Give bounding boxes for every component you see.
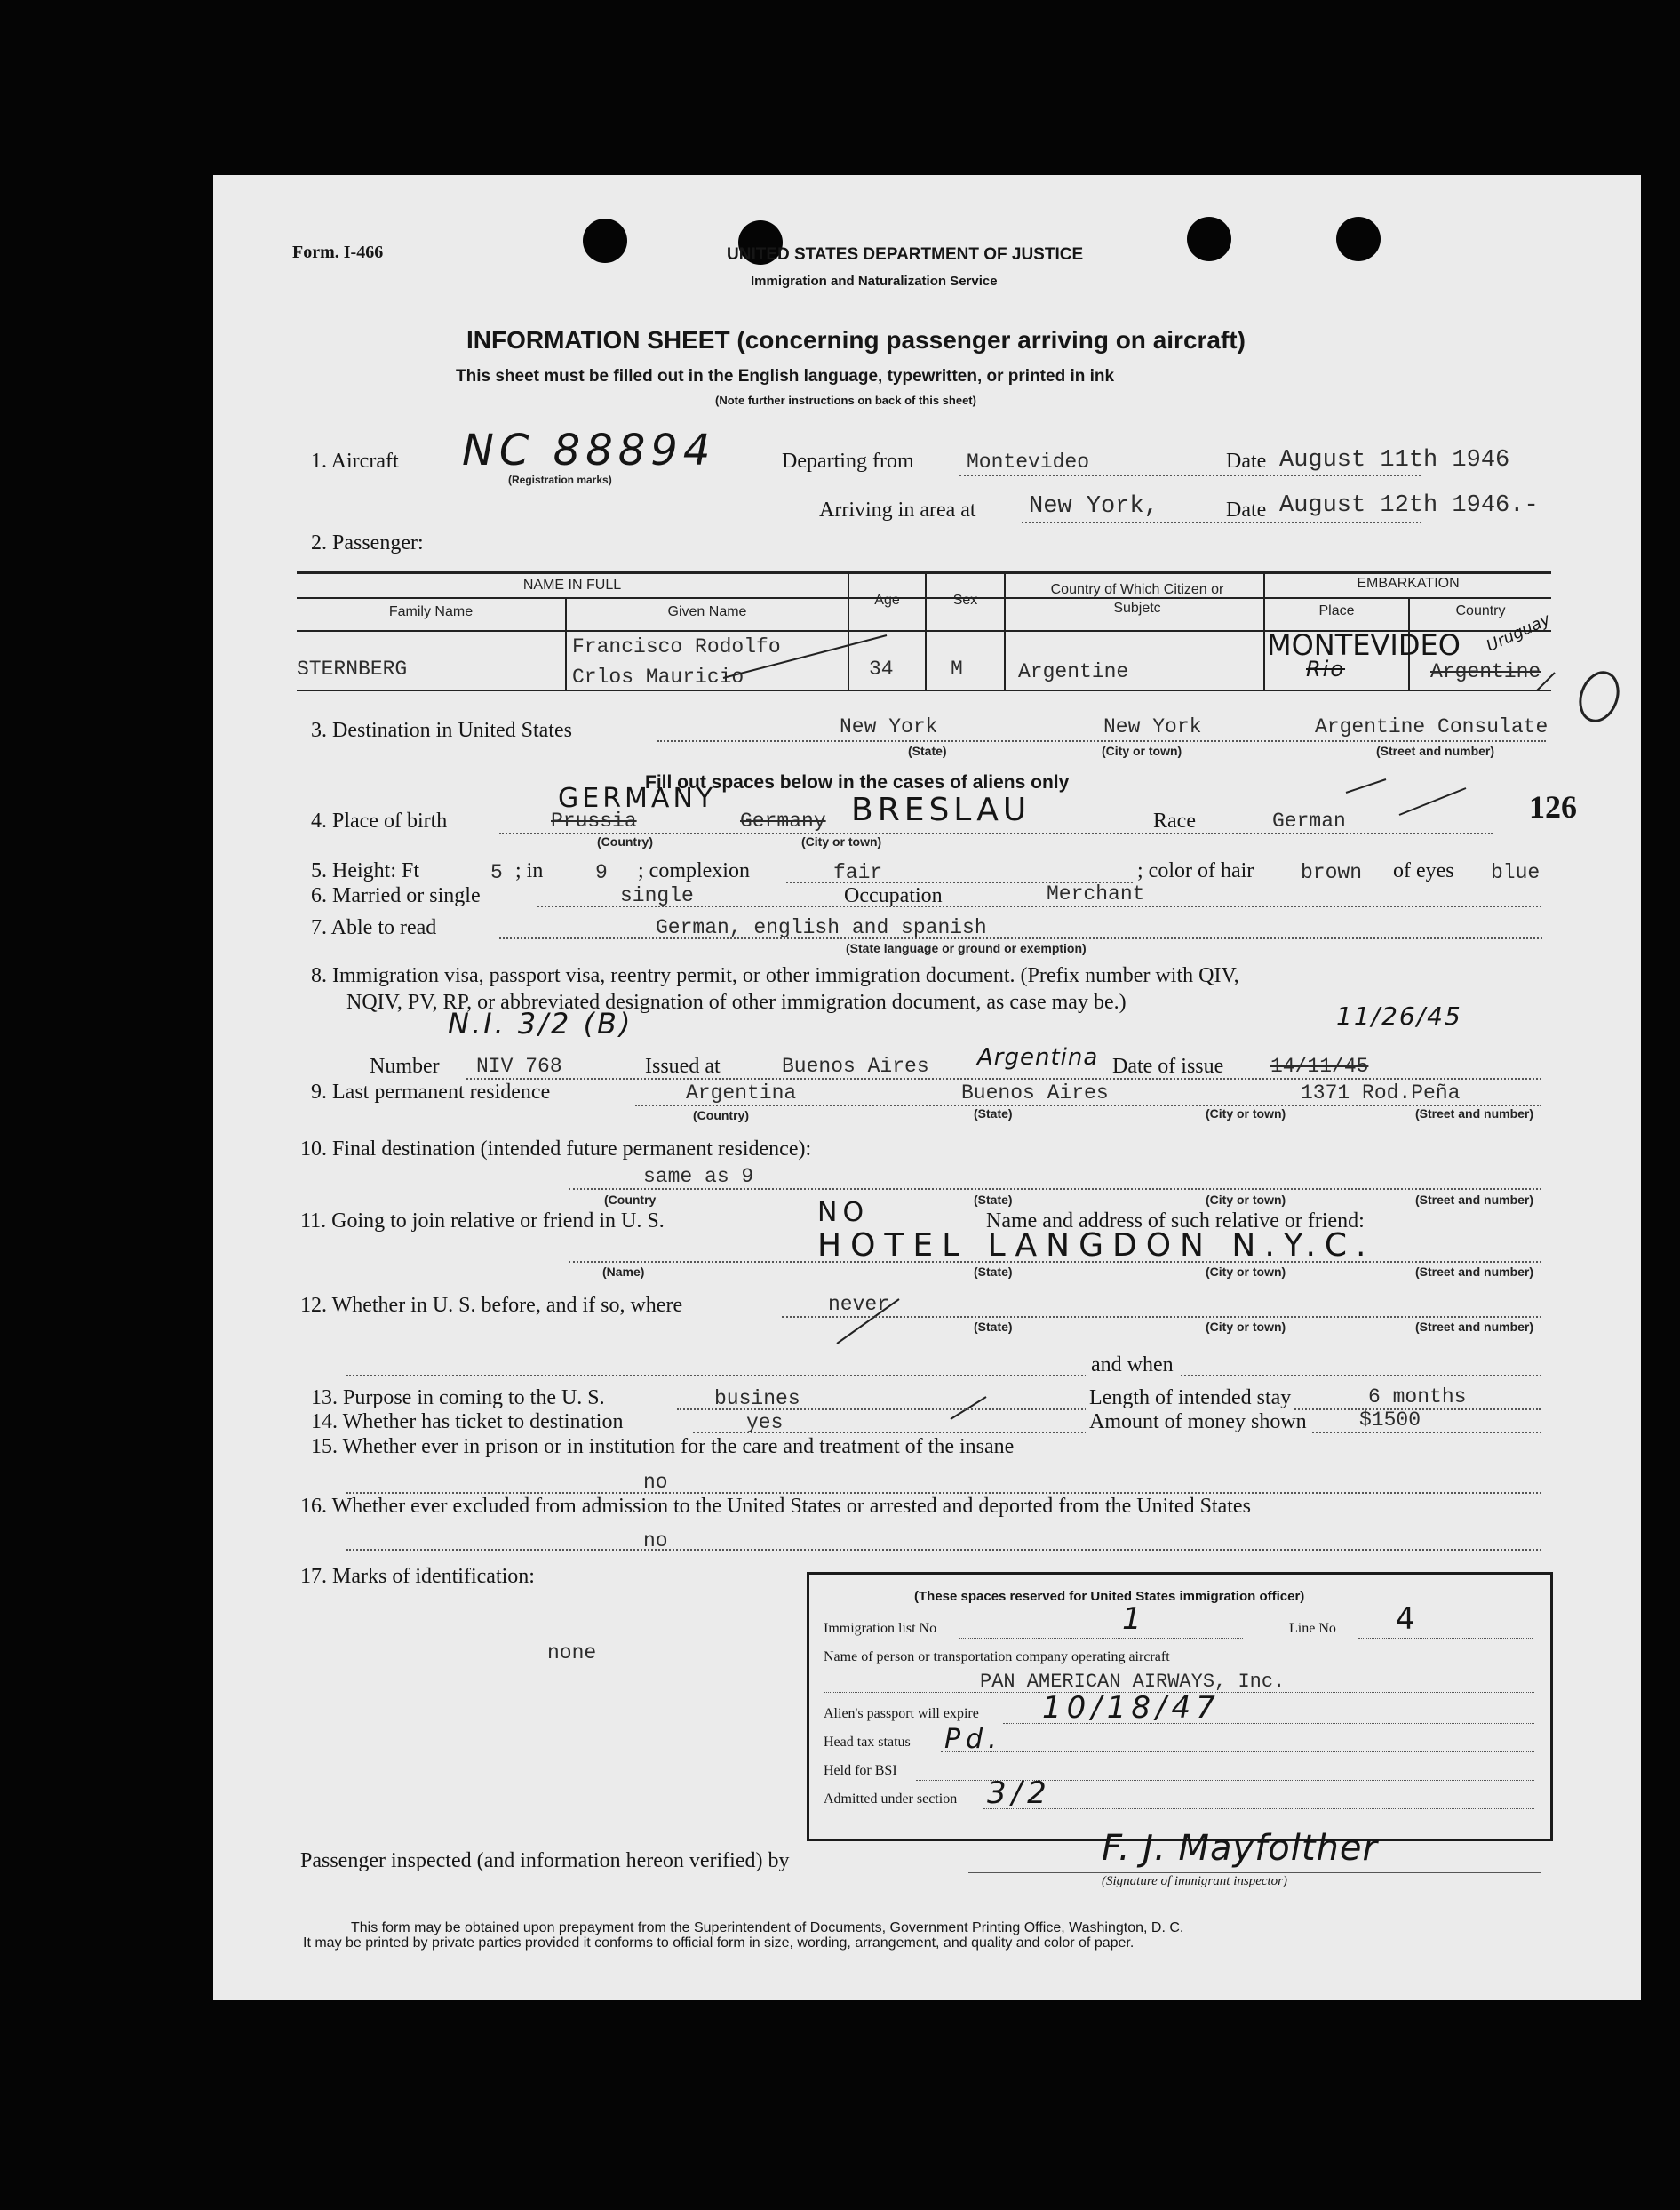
before-city-caption: (City or town) bbox=[1206, 1320, 1286, 1334]
issued-label: Issued at bbox=[645, 1055, 721, 1078]
arriving-date-label: Date bbox=[1226, 499, 1267, 522]
destination-city: New York bbox=[1103, 715, 1202, 738]
race-value: German bbox=[1272, 810, 1346, 833]
embarkation-country-hw: Uruguay bbox=[1484, 610, 1554, 657]
destination-state-caption: (State) bbox=[908, 744, 947, 758]
place-header: Place bbox=[1318, 603, 1355, 618]
occupation-value: Merchant bbox=[1047, 882, 1145, 906]
before-state-caption: (State) bbox=[974, 1320, 1013, 1334]
complexion-value: fair bbox=[833, 861, 883, 884]
family-name-value: STERNBERG bbox=[297, 658, 408, 681]
race-label: Race bbox=[1153, 810, 1196, 833]
married-value: single bbox=[620, 884, 694, 907]
admitted-value: 3/2 bbox=[987, 1775, 1052, 1811]
form-number: Form. I-466 bbox=[292, 243, 384, 262]
age-header: Age bbox=[874, 593, 900, 608]
destination-label: 3. Destination in United States bbox=[311, 719, 572, 742]
before-value: never bbox=[828, 1293, 890, 1316]
admitted-label: Admitted under section bbox=[824, 1791, 958, 1807]
embarkation-place-struck: Rio bbox=[1306, 657, 1346, 682]
before-line bbox=[782, 1316, 1541, 1318]
eyes-label: of eyes bbox=[1393, 859, 1454, 882]
arriving-label: Arriving in area at bbox=[819, 499, 976, 522]
destination-street-caption: (Street and number) bbox=[1376, 744, 1495, 758]
line-label: Line No bbox=[1289, 1621, 1336, 1636]
passport-label: Alien's passport will expire bbox=[824, 1706, 979, 1721]
departing-value: Montevideo bbox=[967, 451, 1090, 474]
stamp-number: 126 bbox=[1529, 789, 1577, 825]
ticket-value: yes bbox=[746, 1411, 784, 1434]
join-street-caption: (Street and number) bbox=[1415, 1265, 1534, 1279]
footer-line-2: It may be printed by private parties provided it conforms to official form in size, wording, arrangement, and quality and color of paper. bbox=[303, 1935, 1135, 1951]
admitted-line bbox=[983, 1808, 1534, 1809]
service-name: Immigration and Naturalization Service bbox=[751, 274, 998, 289]
residence-city-caption: (City or town) bbox=[1206, 1106, 1286, 1121]
head-tax-value: Pd. bbox=[944, 1724, 1002, 1755]
given-name-header: Given Name bbox=[667, 604, 747, 619]
line-line bbox=[1358, 1638, 1533, 1639]
complexion-label: ; complexion bbox=[638, 859, 750, 882]
visa-number-label: Number bbox=[370, 1055, 440, 1078]
passenger-label: 2. Passenger: bbox=[311, 531, 424, 554]
hair-label: ; color of hair bbox=[1137, 859, 1254, 882]
join-city-caption: (City or town) bbox=[1206, 1265, 1286, 1279]
visa-label-line-2: NQIV, PV, RP, or abbreviated designation of other immigration document, as case may be.) bbox=[346, 991, 1127, 1014]
department-name: UNITED STATES DEPARTMENT OF JUSTICE bbox=[727, 245, 1084, 264]
given-name-line-1: Francisco Rodolfo bbox=[572, 635, 781, 658]
residence-street-caption: (Street and number) bbox=[1415, 1106, 1534, 1121]
ticket-label: 14. Whether has ticket to destination bbox=[311, 1410, 624, 1433]
given-name-line-2: Crlos Mauricio bbox=[572, 666, 744, 689]
embarkation-country-struck: Argentine bbox=[1430, 660, 1541, 683]
join-name-caption: (Name) bbox=[602, 1265, 645, 1279]
sex-header: Sex bbox=[952, 593, 978, 608]
excluded-line bbox=[346, 1549, 1541, 1551]
residence-state-caption: (State) bbox=[974, 1106, 1013, 1121]
issue-date-label: Date of issue bbox=[1112, 1055, 1224, 1078]
final-country-caption: (Country bbox=[604, 1193, 657, 1207]
join-state-caption: (State) bbox=[974, 1265, 1013, 1279]
marks-value: none bbox=[547, 1641, 597, 1664]
marks-label: 17. Marks of identification: bbox=[300, 1565, 535, 1588]
citizen-country-header: Country of Which Citizen or Subjetc bbox=[1050, 582, 1224, 616]
married-label: 6. Married or single bbox=[311, 884, 481, 907]
destination-line bbox=[657, 740, 1546, 742]
aircraft-label: 1. Aircraft bbox=[311, 450, 399, 473]
aliens-heading: Fill out spaces below in the cases of aliens only bbox=[645, 772, 1070, 793]
birth-city-struck: Germany bbox=[740, 810, 826, 833]
prison-line bbox=[346, 1492, 1541, 1494]
sex-value: M bbox=[951, 658, 963, 681]
before-street-caption: (Street and number) bbox=[1415, 1320, 1534, 1334]
birth-city-hw: BRESLAU bbox=[851, 792, 1031, 828]
residence-street: 1371 Rod.Peña bbox=[1301, 1081, 1461, 1105]
inspection-caption: (Signature of immigrant inspector) bbox=[1102, 1874, 1288, 1888]
bsi-label: Held for BSI bbox=[824, 1763, 897, 1778]
visa-line bbox=[466, 1078, 1541, 1080]
final-destination-value: same as 9 bbox=[643, 1165, 754, 1188]
race-line bbox=[1208, 833, 1493, 834]
excluded-label: 16. Whether ever excluded from admission to the United States or arrested and deported from the United States bbox=[300, 1495, 1251, 1518]
name-in-full-header: NAME IN FULL bbox=[522, 578, 622, 593]
hair-value: brown bbox=[1301, 861, 1363, 884]
list-label: Immigration list No bbox=[824, 1621, 937, 1636]
purpose-label: 13. Purpose in coming to the U. S. bbox=[311, 1386, 605, 1409]
residence-label: 9. Last permanent residence bbox=[311, 1081, 551, 1104]
country-header: Country bbox=[1455, 603, 1506, 618]
date-label: Date bbox=[1226, 450, 1267, 473]
residence-country-caption: (Country) bbox=[693, 1108, 749, 1122]
excluded-value: no bbox=[643, 1529, 668, 1552]
official-use-box bbox=[807, 1572, 1553, 1841]
final-street-caption: (Street and number) bbox=[1415, 1193, 1534, 1207]
arriving-date: August 12th 1946.- bbox=[1279, 492, 1539, 519]
residence-country: Argentina bbox=[686, 1081, 797, 1105]
final-state-caption: (State) bbox=[974, 1193, 1013, 1207]
height-in-label: ; in bbox=[515, 859, 544, 882]
company-label: Name of person or transportation company operating aircraft bbox=[824, 1649, 1170, 1664]
read-caption: (State language or ground or exemption) bbox=[846, 941, 1087, 955]
birth-country-struck: Prussia bbox=[551, 810, 637, 833]
read-value: German, english and spanish bbox=[656, 916, 987, 939]
age-value: 34 bbox=[869, 658, 894, 681]
before-label: 12. Whether in U. S. before, and if so, where bbox=[300, 1294, 683, 1317]
head-tax-label: Head tax status bbox=[824, 1735, 911, 1750]
inspection-line bbox=[968, 1872, 1541, 1873]
join-label: 11. Going to join relative or friend in U. S. bbox=[300, 1209, 665, 1233]
passport-value: 10/18/47 bbox=[1042, 1690, 1221, 1726]
visa-number: NIV 768 bbox=[476, 1055, 562, 1078]
read-label: 7. Able to read bbox=[311, 916, 437, 939]
height-in: 9 bbox=[595, 861, 608, 884]
eyes-value: blue bbox=[1491, 861, 1541, 884]
occupation-label: Occupation bbox=[844, 884, 943, 907]
head-tax-line bbox=[941, 1751, 1534, 1752]
embarkation-place-value: MONTEVIDEO bbox=[1267, 628, 1461, 662]
money-label: Amount of money shown bbox=[1086, 1410, 1310, 1434]
official-box-heading: (These spaces reserved for United States immigration officer) bbox=[914, 1589, 1305, 1604]
visa-handwritten-date: 11/26/45 bbox=[1336, 1001, 1462, 1031]
visa-label-line-1: 8. Immigration visa, passport visa, reentry permit, or other immigration document. (Prefix number with QIV, bbox=[311, 964, 1239, 987]
birth-city-caption: (City or town) bbox=[801, 834, 882, 849]
line-value: 4 bbox=[1396, 1601, 1421, 1637]
destination-street: Argentine Consulate bbox=[1315, 715, 1549, 738]
issue-date-struck: 14/11/45 bbox=[1270, 1055, 1369, 1078]
birth-label: 4. Place of birth bbox=[311, 810, 448, 833]
stay-label: Length of intended stay bbox=[1086, 1386, 1294, 1410]
list-line bbox=[959, 1638, 1243, 1639]
prison-label: 15. Whether ever in prison or in institution for the care and treatment of the insane bbox=[311, 1435, 1015, 1458]
form-instruction: This sheet must be filled out in the English language, typewritten, or printed in ink bbox=[456, 367, 1115, 386]
form-sheet bbox=[213, 175, 1641, 2000]
aircraft-registration: NC 88894 bbox=[462, 426, 716, 475]
when-label: and when bbox=[1086, 1353, 1179, 1377]
citizen-country-value: Argentine bbox=[1018, 660, 1129, 683]
height-label: 5. Height: Ft bbox=[311, 859, 420, 882]
company-value: PAN AMERICAN AIRWAYS, Inc. bbox=[980, 1671, 1286, 1693]
residence-line bbox=[635, 1105, 1541, 1106]
inspection-label: Passenger inspected (and information hereon verified) by bbox=[300, 1849, 790, 1872]
form-note: (Note further instructions on back of this sheet) bbox=[715, 394, 976, 407]
inspector-signature: F. J. Mayfolther bbox=[1102, 1828, 1378, 1869]
embarkation-header: EMBARKATION bbox=[1357, 576, 1460, 591]
join-name-label: Name and address of such relative or friend: bbox=[986, 1209, 1365, 1233]
height-ft: 5 bbox=[490, 861, 503, 884]
visa-handwritten: N.I. 3/2 (B) bbox=[448, 1007, 633, 1041]
page-title: INFORMATION SHEET (concerning passenger arriving on aircraft) bbox=[466, 326, 1246, 354]
issued-at-hw: Argentina bbox=[977, 1044, 1099, 1071]
before-line-2 bbox=[346, 1375, 1541, 1376]
departing-date: August 11th 1946 bbox=[1279, 447, 1510, 474]
final-city-caption: (City or town) bbox=[1206, 1193, 1286, 1207]
registration-caption: (Registration marks) bbox=[508, 474, 612, 486]
birth-country-caption: (Country) bbox=[597, 834, 653, 849]
final-destination-label: 10. Final destination (intended future permanent residence): bbox=[300, 1137, 812, 1161]
residence-state: Buenos Aires bbox=[961, 1081, 1109, 1105]
list-value: 1 bbox=[1122, 1601, 1147, 1637]
arriving-value: New York, bbox=[1029, 493, 1158, 520]
destination-state: New York bbox=[840, 715, 938, 738]
footer-line-1: This form may be obtained upon prepayment from the Superintendent of Documents, Government Printing Office, Washington, D. C. bbox=[351, 1920, 1184, 1935]
family-name-header: Family Name bbox=[388, 604, 474, 619]
join-value: NO bbox=[817, 1197, 870, 1228]
join-address-hw: HOTEL LANGDON N.Y.C. bbox=[817, 1227, 1375, 1264]
destination-city-caption: (City or town) bbox=[1102, 744, 1182, 758]
issued-at-value: Buenos Aires bbox=[782, 1055, 929, 1078]
prison-value: no bbox=[643, 1471, 668, 1494]
departing-label: Departing from bbox=[782, 450, 914, 473]
purpose-value: busines bbox=[714, 1387, 800, 1410]
money-value: $1500 bbox=[1359, 1408, 1421, 1432]
stay-value: 6 months bbox=[1368, 1385, 1467, 1408]
birth-country-hw: GERMANY bbox=[558, 783, 717, 814]
final-destination-line bbox=[569, 1188, 1541, 1190]
